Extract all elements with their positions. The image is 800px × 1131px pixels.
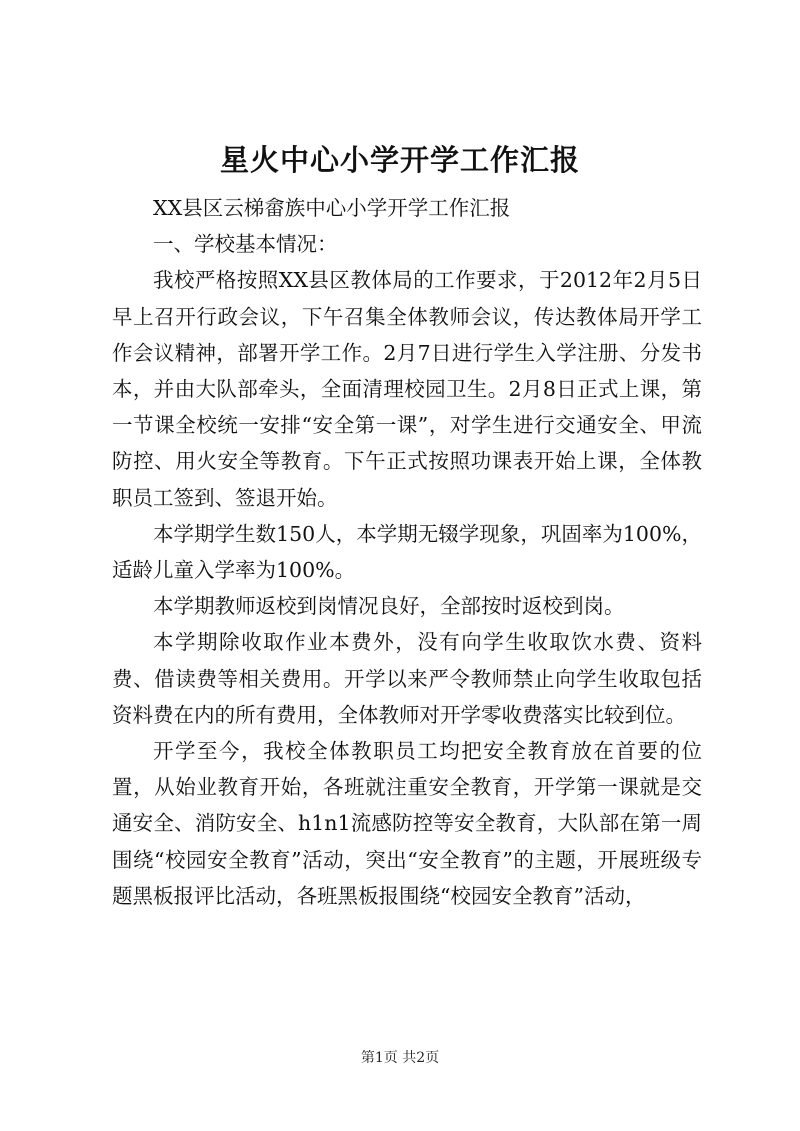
section-heading: 一、学校基本情况： xyxy=(153,232,338,257)
document-title: 星火中心小学开学工作汇报 xyxy=(219,143,580,177)
document-body xyxy=(112,190,702,914)
page-number-footer: 第1页 共2页 xyxy=(360,1050,440,1066)
body-paragraph: 本学期教师返校到岗情况良好，全部按时返校到岗。 xyxy=(153,594,625,619)
subtitle-paragraph: XX县区云梯畲族中心小学开学工作汇报 xyxy=(153,196,511,220)
body-paragraph: 开学至今，我校全体教职员工均把安全教育放在首要的位置，从始业教育开始，各班就注重安全教育，开学第一课就是交通安全、消防安全、h1n1流感防控等安全教育，大队部在第一周围绕“校园安全教育”活动，突出“安全教育”的主题，开展班级专题黑板报评比活动，各班黑板报围绕“校园安全教育”活动， xyxy=(112,739,702,908)
body-paragraph: 本学期学生数150人，本学期无辍学现象，巩固率为100%，适龄儿童入学率为100%。 xyxy=(112,521,702,583)
body-paragraph: 我校严格按照XX县区教体局的工作要求，于2012年2月5日早上召开行政会议，下午召集全体教师会议，传达教体局开学工作会议精神，部署开学工作。2月7日进行学生入学注册、分发书本，并由大队部牵头，全面清理校园卫生。2月8日正式上课，第一节课全校统一安排“安全第一课”，对学生进行交通安全、甲流防控、用火安全等教育。下午正式按照功课表开始上课，全体教职员工签到、签退开始。 xyxy=(112,268,702,510)
body-paragraph: 本学期除收取作业本费外，没有向学生收取饮水费、资料费、借读费等相关费用。开学以来严令教师禁止向学生收取包括资料费在内的所有费用，全体教师对开学零收费落实比较到位。 xyxy=(112,630,702,727)
